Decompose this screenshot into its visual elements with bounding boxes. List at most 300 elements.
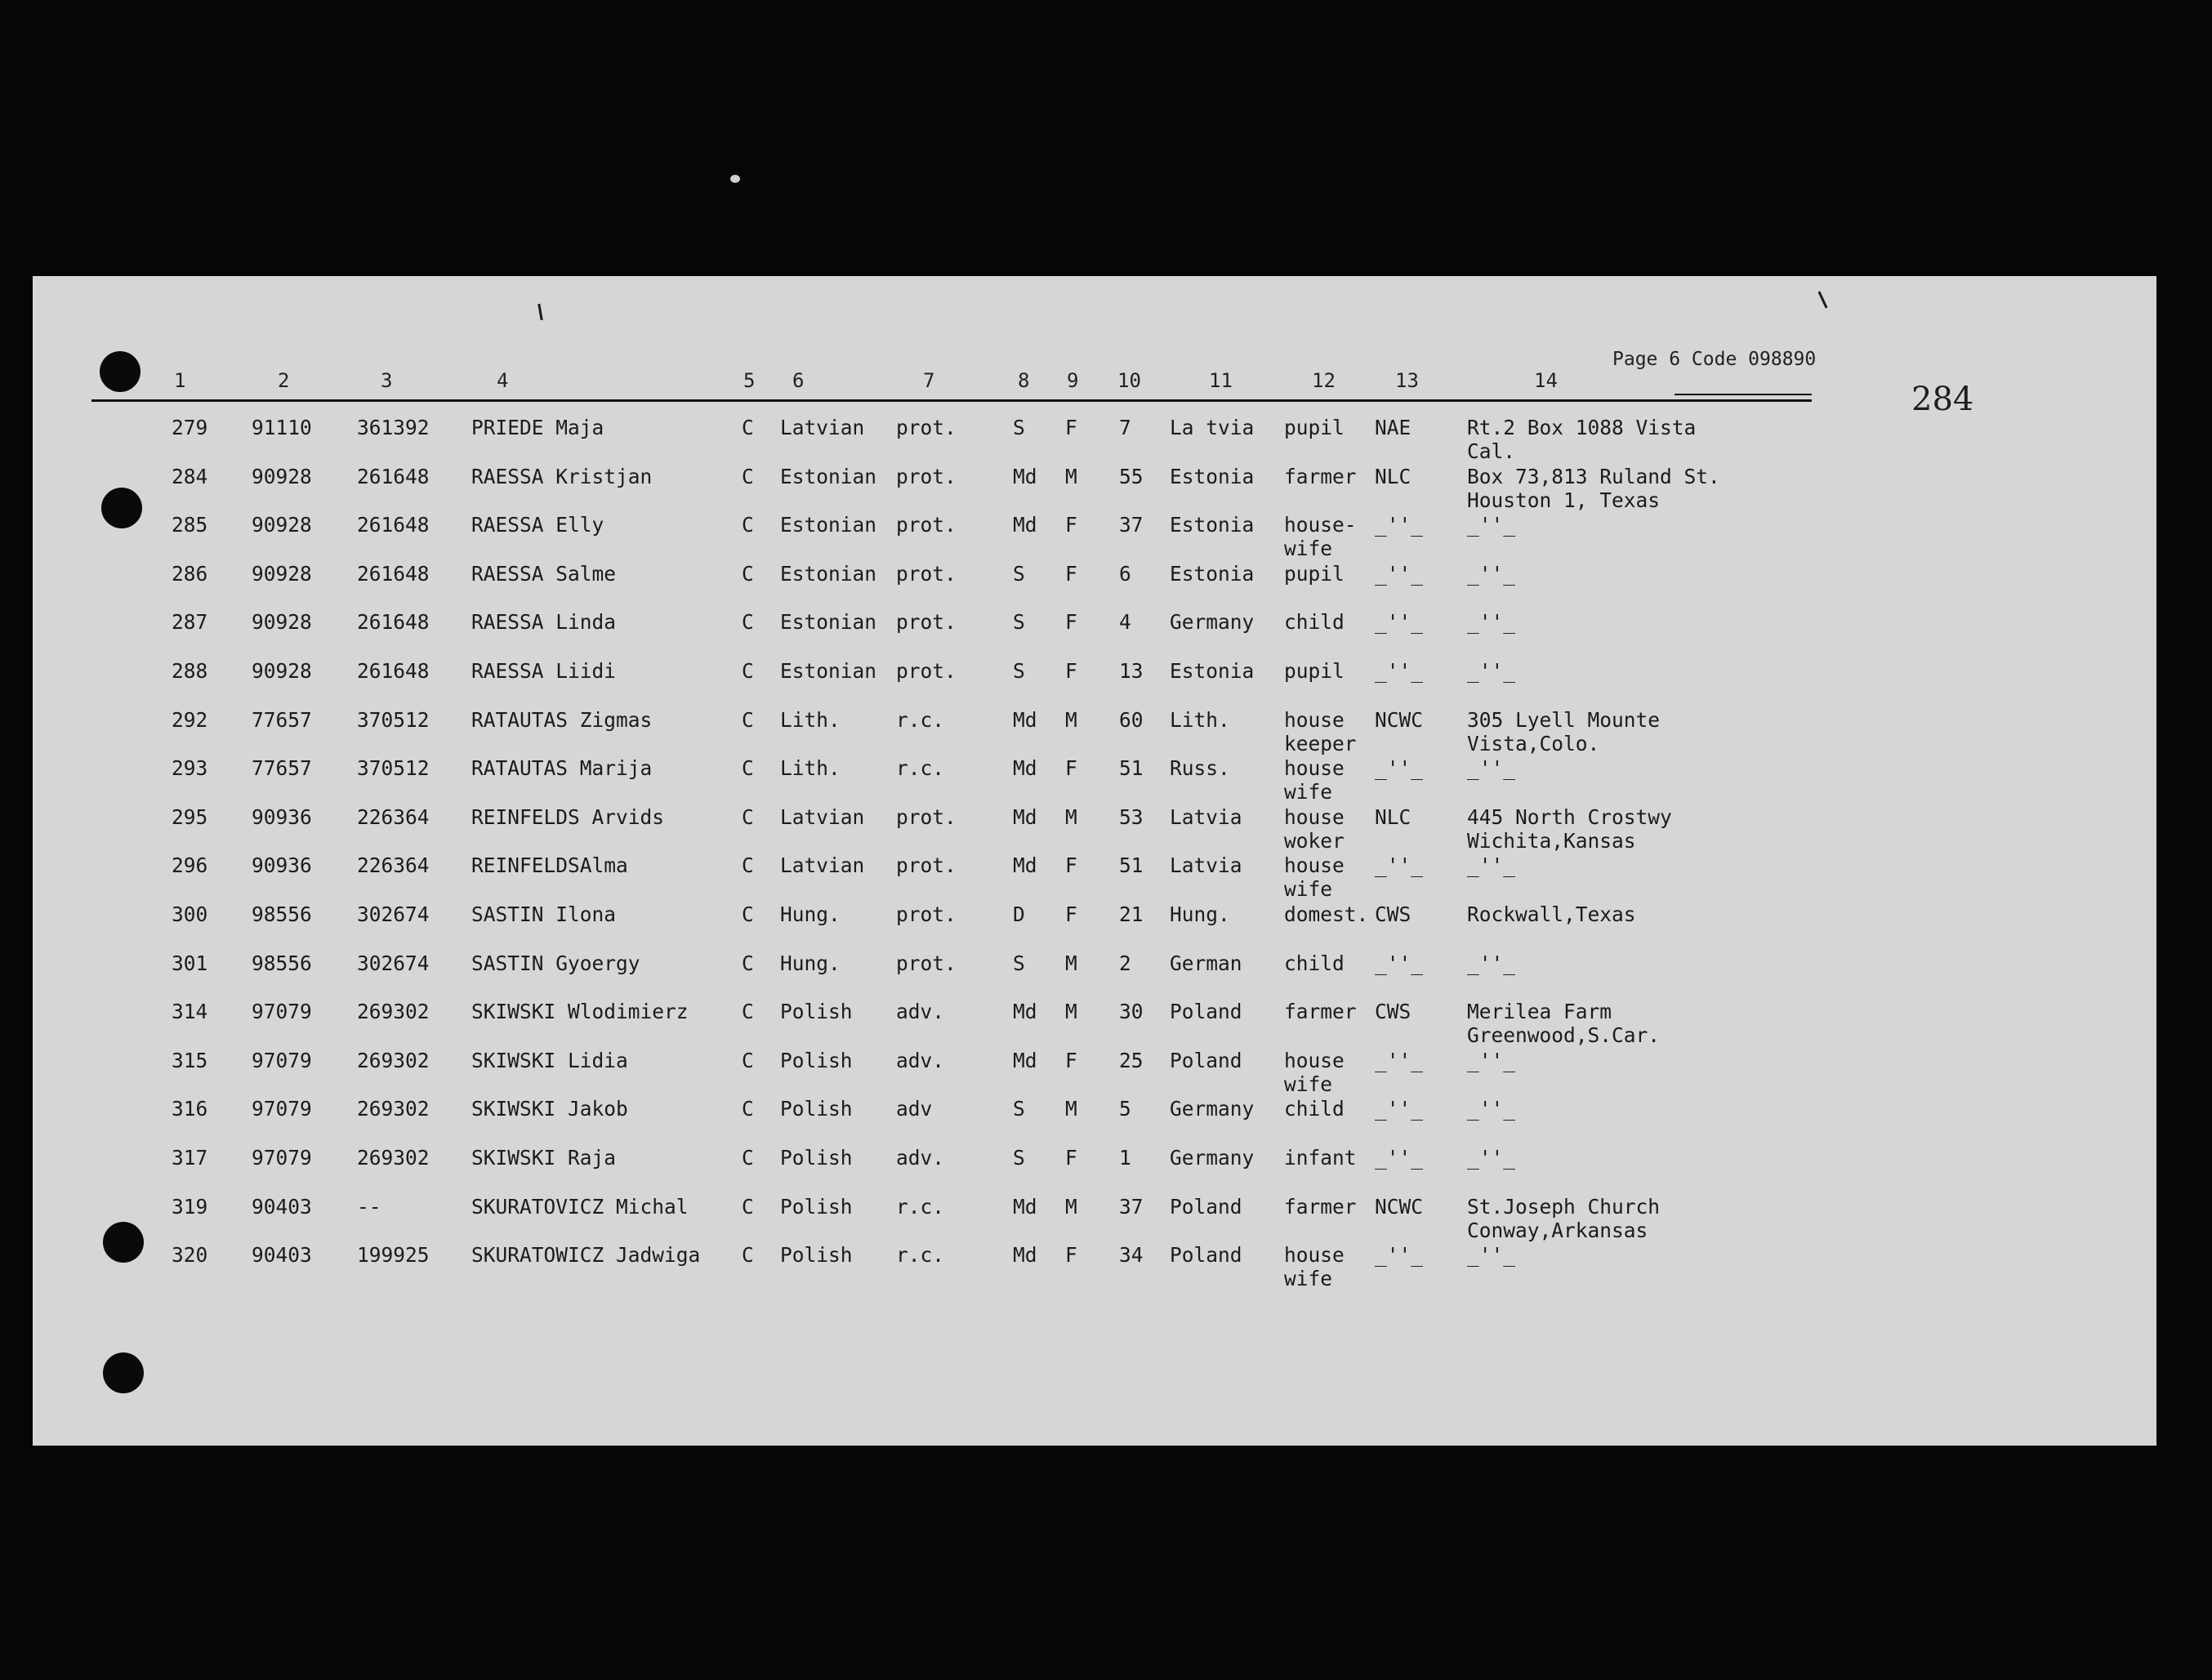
destination-address: 305 Lyell Mounte — [1467, 707, 1661, 732]
occupation: house — [1284, 707, 1345, 732]
sex: F — [1065, 513, 1077, 537]
case-number: 90936 — [252, 804, 312, 829]
sponsor-agency: _''_ — [1375, 951, 1424, 975]
file-number: 261648 — [357, 561, 430, 586]
category: C — [742, 853, 754, 878]
name: RATAUTAS Zigmas — [471, 707, 653, 732]
line-number: 286 — [172, 561, 208, 586]
marital-status: Md — [1013, 1000, 1037, 1024]
nationality: Polish — [780, 1000, 853, 1024]
occupation: pupil — [1284, 561, 1345, 586]
table-row — [33, 610, 2156, 656]
sponsor-agency: _''_ — [1375, 610, 1424, 635]
line-number: 284 — [172, 464, 208, 488]
file-number: 370512 — [357, 707, 430, 732]
sex: M — [1065, 951, 1077, 975]
sex: M — [1065, 1194, 1077, 1219]
table-row — [33, 951, 2156, 997]
category: C — [742, 1146, 754, 1170]
column-number-12: 12 — [1312, 369, 1336, 392]
destination-address: _''_ — [1467, 853, 1516, 878]
marital-status: Md — [1013, 853, 1037, 878]
marital-status: Md — [1013, 1243, 1037, 1268]
name: RATAUTAS Marija — [471, 756, 653, 781]
birthplace: Poland — [1170, 1048, 1242, 1072]
age: 37 — [1119, 1194, 1144, 1219]
occupation: wife — [1284, 877, 1333, 902]
birthplace: Russ. — [1170, 756, 1230, 781]
destination-address: Rt.2 Box 1088 Vista — [1467, 416, 1697, 439]
religion: prot. — [896, 659, 957, 683]
sponsor-agency: _''_ — [1375, 1243, 1424, 1268]
age: 5 — [1119, 1097, 1131, 1121]
destination-address: _''_ — [1467, 1146, 1516, 1170]
case-number: 77657 — [252, 756, 312, 781]
file-number: 199925 — [357, 1243, 430, 1268]
sex: F — [1065, 1243, 1077, 1268]
nationality: Polish — [780, 1243, 853, 1268]
age: 7 — [1119, 416, 1131, 439]
nationality: Estonian — [780, 561, 877, 586]
occupation: pupil — [1284, 416, 1345, 439]
line-number: 314 — [172, 1000, 208, 1024]
sex: M — [1065, 464, 1077, 488]
table-row — [33, 1146, 2156, 1192]
religion: prot. — [896, 464, 957, 488]
sponsor-agency: _''_ — [1375, 1048, 1424, 1072]
nationality: Estonian — [780, 610, 877, 635]
birthplace: Estonia — [1170, 561, 1255, 586]
age: 51 — [1119, 756, 1144, 781]
sex: M — [1065, 1000, 1077, 1024]
religion: prot. — [896, 951, 957, 975]
column-number-14: 14 — [1534, 369, 1558, 392]
case-number: 98556 — [252, 951, 312, 975]
occupation: wife — [1284, 537, 1333, 561]
line-number: 295 — [172, 804, 208, 829]
birthplace: Estonia — [1170, 464, 1255, 488]
destination-address: Greenwood,S.Car. — [1467, 1023, 1661, 1048]
occupation: domest. — [1284, 902, 1369, 926]
age: 37 — [1119, 513, 1144, 537]
marital-status: Md — [1013, 1194, 1037, 1219]
religion: prot. — [896, 804, 957, 829]
sponsor-agency: _''_ — [1375, 853, 1424, 878]
line-number: 285 — [172, 513, 208, 537]
age: 2 — [1119, 951, 1131, 975]
sex: F — [1065, 902, 1077, 926]
nationality: Estonian — [780, 464, 877, 488]
name: RAESSA Salme — [471, 561, 617, 586]
occupation: wife — [1284, 780, 1333, 804]
destination-address: Wichita,Kansas — [1467, 828, 1636, 853]
file-number: 226364 — [357, 853, 430, 878]
table-row — [33, 708, 2156, 754]
occupation: house- — [1284, 513, 1357, 537]
sponsor-agency: _''_ — [1375, 561, 1424, 586]
category: C — [742, 1000, 754, 1024]
birthplace: Estonia — [1170, 659, 1255, 683]
birthplace: Poland — [1170, 1194, 1242, 1219]
category: C — [742, 561, 754, 586]
page-code: Page 6 Code 098890 — [1612, 349, 1817, 370]
name: SKIWSKI Lidia — [471, 1048, 628, 1072]
file-number: -- — [357, 1194, 381, 1219]
category: C — [742, 756, 754, 781]
category: C — [742, 1048, 754, 1072]
occupation: keeper — [1284, 731, 1357, 755]
sponsor-agency: _''_ — [1375, 513, 1424, 537]
case-number: 90403 — [252, 1194, 312, 1219]
line-number: 319 — [172, 1194, 208, 1219]
case-number: 90403 — [252, 1243, 312, 1268]
category: C — [742, 1097, 754, 1121]
sponsor-agency: NCWC — [1375, 1194, 1424, 1219]
file-number: 261648 — [357, 659, 430, 683]
file-number: 261648 — [357, 610, 430, 635]
name: SKIWSKI Raja — [471, 1146, 617, 1170]
birthplace: Latvia — [1170, 853, 1242, 878]
marital-status: S — [1013, 1146, 1025, 1170]
destination-address: _''_ — [1467, 659, 1516, 683]
age: 13 — [1119, 659, 1144, 683]
religion: adv. — [896, 1000, 945, 1024]
case-number: 97079 — [252, 1000, 312, 1024]
destination-address: _''_ — [1467, 561, 1516, 586]
religion: prot. — [896, 416, 957, 439]
occupation: house — [1284, 804, 1345, 829]
table-row — [33, 805, 2156, 851]
file-number: 361392 — [357, 416, 430, 439]
sponsor-agency: NLC — [1375, 464, 1411, 488]
category: C — [742, 416, 754, 439]
destination-address: Box 73,813 Ruland St. — [1467, 464, 1720, 488]
column-number-7: 7 — [923, 369, 935, 392]
marital-status: S — [1013, 416, 1025, 439]
age: 21 — [1119, 902, 1144, 926]
destination-address: Houston 1, Texas — [1467, 488, 1661, 512]
name: REINFELDS Arvids — [471, 804, 665, 829]
occupation: farmer — [1284, 1000, 1357, 1024]
table-row — [33, 1195, 2156, 1241]
nationality: Polish — [780, 1194, 853, 1219]
sex: F — [1065, 1048, 1077, 1072]
document-sheet — [33, 276, 2156, 1446]
column-number-8: 8 — [1018, 369, 1030, 392]
marital-status: S — [1013, 610, 1025, 635]
category: C — [742, 464, 754, 488]
birthplace: Estonia — [1170, 513, 1255, 537]
nationality: Hung. — [780, 951, 841, 975]
destination-address: _''_ — [1467, 951, 1516, 975]
sponsor-agency: _''_ — [1375, 1146, 1424, 1170]
category: C — [742, 610, 754, 635]
case-number: 97079 — [252, 1146, 312, 1170]
sex: F — [1065, 1146, 1077, 1170]
birthplace: Poland — [1170, 1243, 1242, 1268]
birthplace: Lith. — [1170, 707, 1230, 732]
file-number: 226364 — [357, 804, 430, 829]
punch-hole — [103, 1352, 144, 1393]
case-number: 77657 — [252, 707, 312, 732]
marital-status: S — [1013, 561, 1025, 586]
sex: F — [1065, 659, 1077, 683]
birthplace: Germany — [1170, 610, 1255, 635]
line-number: 279 — [172, 416, 208, 439]
file-number: 269302 — [357, 1048, 430, 1072]
line-number: 287 — [172, 610, 208, 635]
file-number: 302674 — [357, 951, 430, 975]
name: SASTIN Gyoergy — [471, 951, 640, 975]
marital-status: S — [1013, 659, 1025, 683]
file-number: 261648 — [357, 464, 430, 488]
religion: prot. — [896, 902, 957, 926]
category: C — [742, 1243, 754, 1268]
religion: r.c. — [896, 707, 945, 732]
religion: r.c. — [896, 1243, 945, 1268]
nationality: Polish — [780, 1146, 853, 1170]
occupation: infant — [1284, 1146, 1357, 1170]
occupation: farmer — [1284, 464, 1357, 488]
nationality: Polish — [780, 1097, 853, 1121]
line-number: 317 — [172, 1146, 208, 1170]
marital-status: Md — [1013, 707, 1037, 732]
sponsor-agency: NAE — [1375, 416, 1411, 439]
file-number: 302674 — [357, 902, 430, 926]
marital-status: Md — [1013, 804, 1037, 829]
name: RAESSA Elly — [471, 513, 604, 537]
case-number: 90928 — [252, 610, 312, 635]
name: SKURATOVICZ Michal — [471, 1194, 689, 1219]
table-row — [33, 902, 2156, 948]
marital-status: S — [1013, 1097, 1025, 1121]
occupation: house — [1284, 1243, 1345, 1268]
case-number: 97079 — [252, 1097, 312, 1121]
table-row — [33, 659, 2156, 705]
destination-address: Conway,Arkansas — [1467, 1218, 1648, 1242]
nationality: Latvian — [780, 853, 865, 878]
occupation: farmer — [1284, 1194, 1357, 1219]
sponsor-agency: _''_ — [1375, 1097, 1424, 1121]
nationality: Latvian — [780, 804, 865, 829]
occupation: wife — [1284, 1267, 1333, 1291]
file-number: 370512 — [357, 756, 430, 781]
name: SASTIN Ilona — [471, 902, 617, 926]
destination-address: St.Joseph Church — [1467, 1194, 1661, 1219]
stray-mark — [730, 175, 740, 183]
marital-status: Md — [1013, 1048, 1037, 1072]
name: SKIWSKI Wlodimierz — [471, 1000, 689, 1024]
table-row — [33, 1000, 2156, 1048]
case-number: 90936 — [252, 853, 312, 878]
destination-address: Rockwall,Texas — [1467, 902, 1636, 926]
destination-address: Merilea Farm — [1467, 1000, 1612, 1024]
line-number: 316 — [172, 1097, 208, 1121]
occupation: woker — [1284, 828, 1345, 853]
religion: r.c. — [896, 756, 945, 781]
destination-address: Vista,Colo. — [1467, 731, 1600, 755]
case-number: 90928 — [252, 561, 312, 586]
age: 53 — [1119, 804, 1144, 829]
nationality: Lith. — [780, 707, 841, 732]
religion: adv. — [896, 1048, 945, 1072]
occupation: house — [1284, 756, 1345, 781]
line-number: 292 — [172, 707, 208, 732]
line-number: 288 — [172, 659, 208, 683]
sponsor-agency: _''_ — [1375, 659, 1424, 683]
table-row — [33, 756, 2156, 802]
birthplace: Germany — [1170, 1146, 1255, 1170]
column-number-9: 9 — [1067, 369, 1079, 392]
destination-address: _''_ — [1467, 610, 1516, 635]
religion: adv. — [896, 1146, 945, 1170]
age: 34 — [1119, 1243, 1144, 1268]
nationality: Estonian — [780, 513, 877, 537]
birthplace: German — [1170, 951, 1242, 975]
sponsor-agency: NLC — [1375, 804, 1411, 829]
case-number: 90928 — [252, 659, 312, 683]
table-row — [33, 416, 2156, 461]
occupation: child — [1284, 951, 1345, 975]
line-number: 320 — [172, 1243, 208, 1268]
age: 30 — [1119, 1000, 1144, 1024]
religion: r.c. — [896, 1194, 945, 1219]
table-row — [33, 853, 2156, 902]
birthplace: Latvia — [1170, 804, 1242, 829]
name: SKIWSKI Jakob — [471, 1097, 628, 1121]
destination-address: 445 North Crostwy — [1467, 804, 1672, 829]
column-number-13: 13 — [1395, 369, 1419, 392]
table-row — [33, 1097, 2156, 1143]
nationality: Lith. — [780, 756, 841, 781]
name: RAESSA Kristjan — [471, 464, 653, 488]
sex: F — [1065, 756, 1077, 781]
column-number-5: 5 — [743, 369, 756, 392]
sex: M — [1065, 1097, 1077, 1121]
sex: F — [1065, 561, 1077, 586]
column-number-10: 10 — [1117, 369, 1141, 392]
sponsor-agency: _''_ — [1375, 756, 1424, 781]
age: 60 — [1119, 707, 1144, 732]
case-number: 98556 — [252, 902, 312, 926]
category: C — [742, 707, 754, 732]
age: 55 — [1119, 464, 1144, 488]
category: C — [742, 1194, 754, 1219]
age: 51 — [1119, 853, 1144, 878]
line-number: 315 — [172, 1048, 208, 1072]
category: C — [742, 902, 754, 926]
line-number: 293 — [172, 756, 208, 781]
occupation: wife — [1284, 1072, 1333, 1096]
marital-status: Md — [1013, 513, 1037, 537]
sponsor-agency: NCWC — [1375, 707, 1424, 732]
sex: F — [1065, 610, 1077, 635]
marital-status: S — [1013, 951, 1025, 975]
sex: F — [1065, 853, 1077, 878]
stamp-number: 284 — [1911, 381, 1974, 418]
column-number-3: 3 — [381, 369, 393, 392]
marital-status: Md — [1013, 756, 1037, 781]
occupation: child — [1284, 610, 1345, 635]
religion: prot. — [896, 561, 957, 586]
name: SKURATOWICZ Jadwiga — [471, 1243, 701, 1268]
age: 4 — [1119, 610, 1131, 635]
age: 25 — [1119, 1048, 1144, 1072]
column-number-6: 6 — [792, 369, 805, 392]
file-number: 269302 — [357, 1097, 430, 1121]
sponsor-agency: CWS — [1375, 902, 1411, 926]
name: RAESSA Liidi — [471, 659, 617, 683]
file-number: 269302 — [357, 1146, 430, 1170]
name: REINFELDSAlma — [471, 853, 628, 878]
nationality: Estonian — [780, 659, 877, 683]
occupation: child — [1284, 1097, 1345, 1121]
stray-mark — [1817, 291, 1827, 308]
line-number: 300 — [172, 902, 208, 926]
sponsor-agency: CWS — [1375, 1000, 1411, 1024]
header-rule — [91, 399, 1812, 402]
header-rule — [1675, 394, 1812, 395]
name: RAESSA Linda — [471, 610, 617, 635]
destination-address: _''_ — [1467, 1243, 1516, 1268]
table-row — [33, 1243, 2156, 1289]
birthplace: Poland — [1170, 1000, 1242, 1024]
occupation: house — [1284, 1048, 1345, 1072]
destination-address: _''_ — [1467, 1097, 1516, 1121]
marital-status: D — [1013, 902, 1025, 926]
destination-address: _''_ — [1467, 513, 1516, 537]
table-row — [33, 465, 2156, 510]
table-row — [33, 1049, 2156, 1094]
case-number: 91110 — [252, 416, 312, 439]
nationality: Latvian — [780, 416, 865, 439]
birthplace: Hung. — [1170, 902, 1230, 926]
birthplace: Germany — [1170, 1097, 1255, 1121]
nationality: Polish — [780, 1048, 853, 1072]
religion: adv — [896, 1097, 933, 1121]
marital-status: Md — [1013, 464, 1037, 488]
nationality: Hung. — [780, 902, 841, 926]
category: C — [742, 951, 754, 975]
line-number: 296 — [172, 853, 208, 878]
religion: prot. — [896, 513, 957, 537]
column-number-4: 4 — [497, 369, 509, 392]
stray-mark — [537, 304, 542, 320]
destination-address: _''_ — [1467, 756, 1516, 781]
column-number-1: 1 — [174, 369, 186, 392]
sex: M — [1065, 804, 1077, 829]
destination-address: _''_ — [1467, 1048, 1516, 1072]
file-number: 269302 — [357, 1000, 430, 1024]
case-number: 90928 — [252, 464, 312, 488]
category: C — [742, 804, 754, 829]
table-row — [33, 513, 2156, 559]
age: 6 — [1119, 561, 1131, 586]
file-number: 261648 — [357, 513, 430, 537]
sex: F — [1065, 416, 1077, 439]
destination-address: Cal. — [1467, 439, 1516, 463]
occupation: pupil — [1284, 659, 1345, 683]
religion: prot. — [896, 853, 957, 878]
case-number: 90928 — [252, 513, 312, 537]
column-number-2: 2 — [278, 369, 290, 392]
category: C — [742, 513, 754, 537]
column-header-row — [33, 369, 2156, 402]
table-row — [33, 562, 2156, 608]
age: 1 — [1119, 1146, 1131, 1170]
occupation: house — [1284, 853, 1345, 878]
category: C — [742, 659, 754, 683]
